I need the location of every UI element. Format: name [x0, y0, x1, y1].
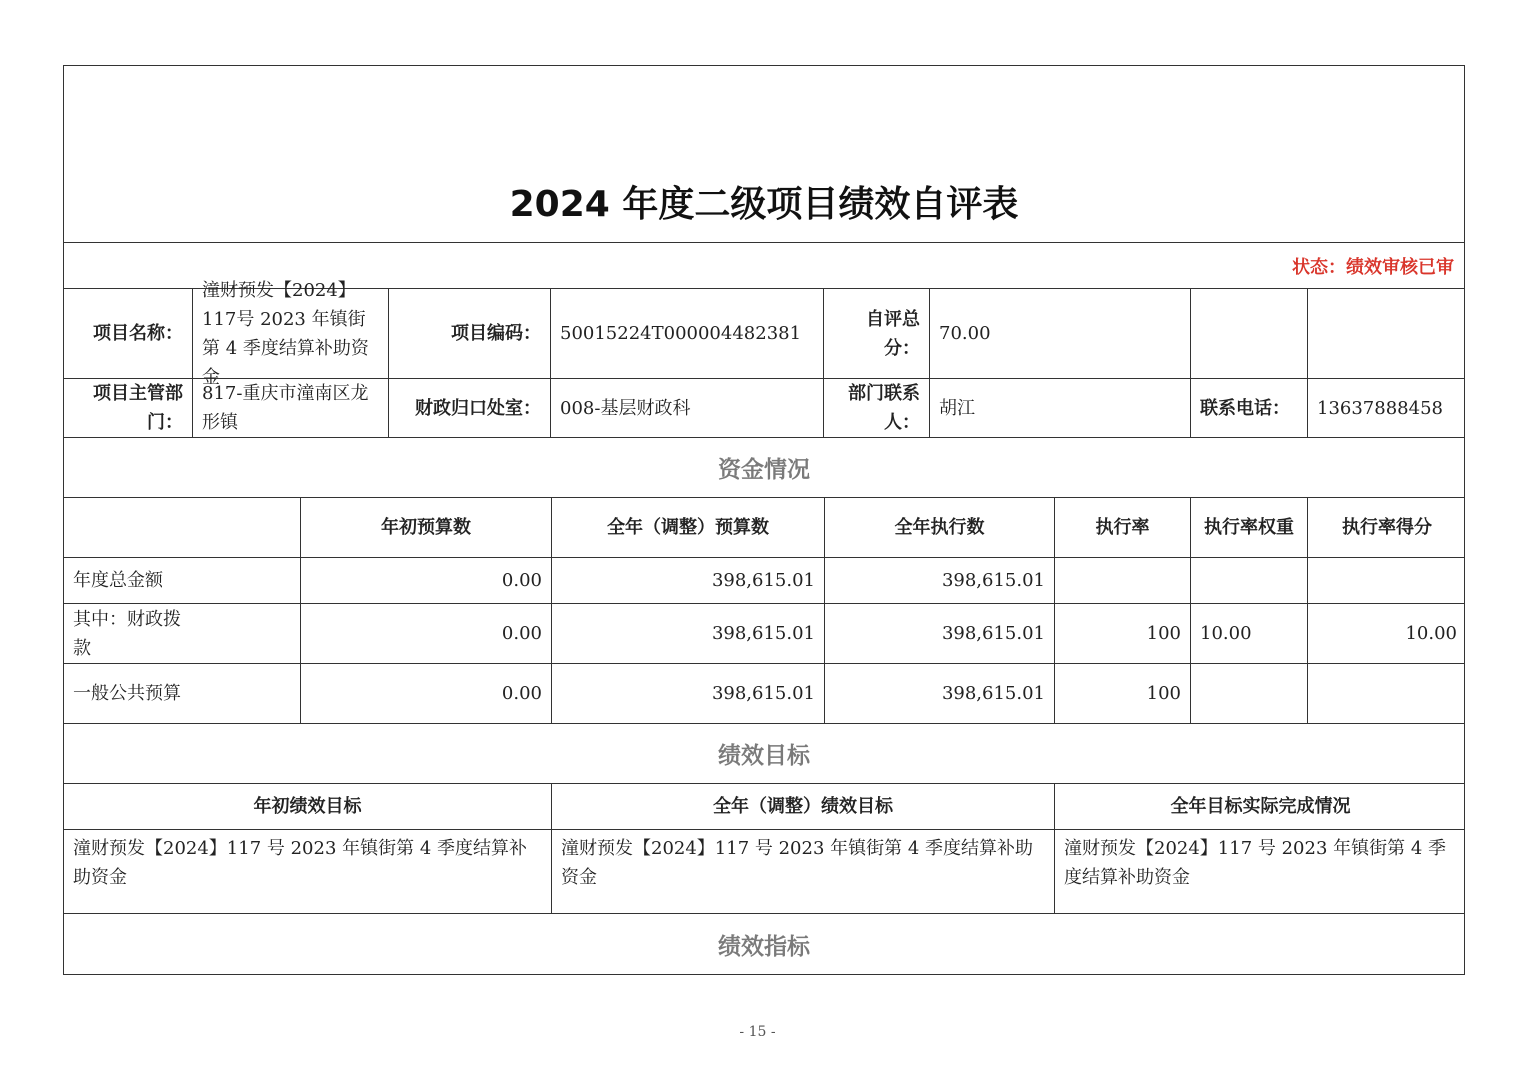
goals-value-row: [64, 830, 1464, 914]
info-row-2: [64, 379, 1464, 438]
executed-value: 398,615.01: [824, 604, 1054, 663]
page-number: - 15 -: [739, 1024, 776, 1040]
header-executed: 全年执行数: [824, 498, 1054, 557]
score-value: 70.00: [929, 289, 1190, 378]
header-adjusted-budget: 全年（调整）预算数: [551, 498, 824, 557]
initial-budget-value: 0.00: [300, 604, 551, 663]
dept-value: 817-重庆市潼南区龙形镇: [192, 379, 388, 437]
indicators-section-title: 绩效指标: [718, 933, 810, 960]
contact-value: 胡江: [929, 379, 1190, 437]
empty-cell: [1190, 289, 1307, 378]
header-initial-budget: 年初预算数: [300, 498, 551, 557]
adjusted-budget-value: 398,615.01: [551, 604, 824, 663]
adjusted-budget-value: 398,615.01: [551, 664, 824, 723]
executed-value: 398,615.01: [824, 664, 1054, 723]
project-name-value: 潼财预发【2024】117号 2023 年镇街第 4 季度结算补助资金: [192, 289, 388, 378]
header-adjusted-goal: 全年（调整）绩效目标: [551, 784, 1054, 829]
evaluation-form: [63, 65, 1465, 975]
goals-section-title: 绩效目标: [64, 724, 1464, 784]
finance-office-value: 008-基层财政科: [550, 379, 823, 437]
phone-value: 13637888458: [1307, 379, 1466, 437]
status-badge: 状态：绩效审核已审: [1292, 257, 1454, 278]
page-title: 2024 年度二级项目绩效自评表: [509, 184, 1019, 225]
phone-label: 联系电话：: [1190, 379, 1307, 437]
table-row: [64, 664, 1464, 724]
rate-value: [1054, 558, 1190, 603]
project-code-value: 50015224T000004482381: [550, 289, 823, 378]
rate-score-value: [1307, 664, 1466, 723]
header-rate: 执行率: [1054, 498, 1190, 557]
info-row-1: [64, 279, 1464, 388]
contact-label: 部门联系人：: [823, 379, 929, 437]
rate-score-value: [1307, 558, 1466, 603]
header-actual-completion: 全年目标实际完成情况: [1054, 784, 1466, 829]
goals-header-row: [64, 784, 1464, 830]
project-code-label: 项目编码：: [388, 289, 550, 378]
empty-cell: [1307, 289, 1466, 378]
rate-score-value: 10.00: [1307, 604, 1466, 663]
initial-budget-value: 0.00: [300, 664, 551, 723]
row-label: 一般公共预算: [73, 683, 181, 704]
dept-label: 项目主管部门：: [93, 383, 183, 433]
funds-section-title: 资金情况: [64, 438, 1464, 498]
header-initial-goal: 年初绩效目标: [253, 796, 362, 817]
row-label: 年度总金额: [73, 570, 163, 591]
funds-header-row: [64, 498, 1464, 558]
rate-weight-value: [1190, 558, 1307, 603]
title-row: [64, 66, 1464, 243]
header-rate-score: 执行率得分: [1307, 498, 1466, 557]
table-row: [64, 604, 1464, 664]
rate-value: 100: [1054, 664, 1190, 723]
executed-value: 398,615.01: [824, 558, 1054, 603]
header-rate-weight: 执行率权重: [1190, 498, 1307, 557]
finance-office-label: 财政归口处室：: [388, 379, 550, 437]
score-label: 自评总分：: [823, 289, 929, 378]
project-name-label: 项目名称：: [93, 323, 183, 344]
initial-goal-value: 潼财预发【2024】117 号 2023 年镇街第 4 季度结算补助资金: [73, 838, 528, 888]
initial-budget-value: 0.00: [300, 558, 551, 603]
adjusted-goal-value: 潼财预发【2024】117 号 2023 年镇街第 4 季度结算补助资金: [551, 830, 1054, 913]
table-row: [64, 558, 1464, 604]
row-label: 其中：财政拨款: [73, 608, 181, 659]
rate-weight-value: 10.00: [1190, 604, 1307, 663]
adjusted-budget-value: 398,615.01: [551, 558, 824, 603]
rate-weight-value: [1190, 664, 1307, 723]
rate-value: 100: [1054, 604, 1190, 663]
actual-completion-value: 潼财预发【2024】117 号 2023 年镇街第 4 季度结算补助资金: [1054, 830, 1466, 913]
funds-header-blank: [64, 498, 300, 557]
